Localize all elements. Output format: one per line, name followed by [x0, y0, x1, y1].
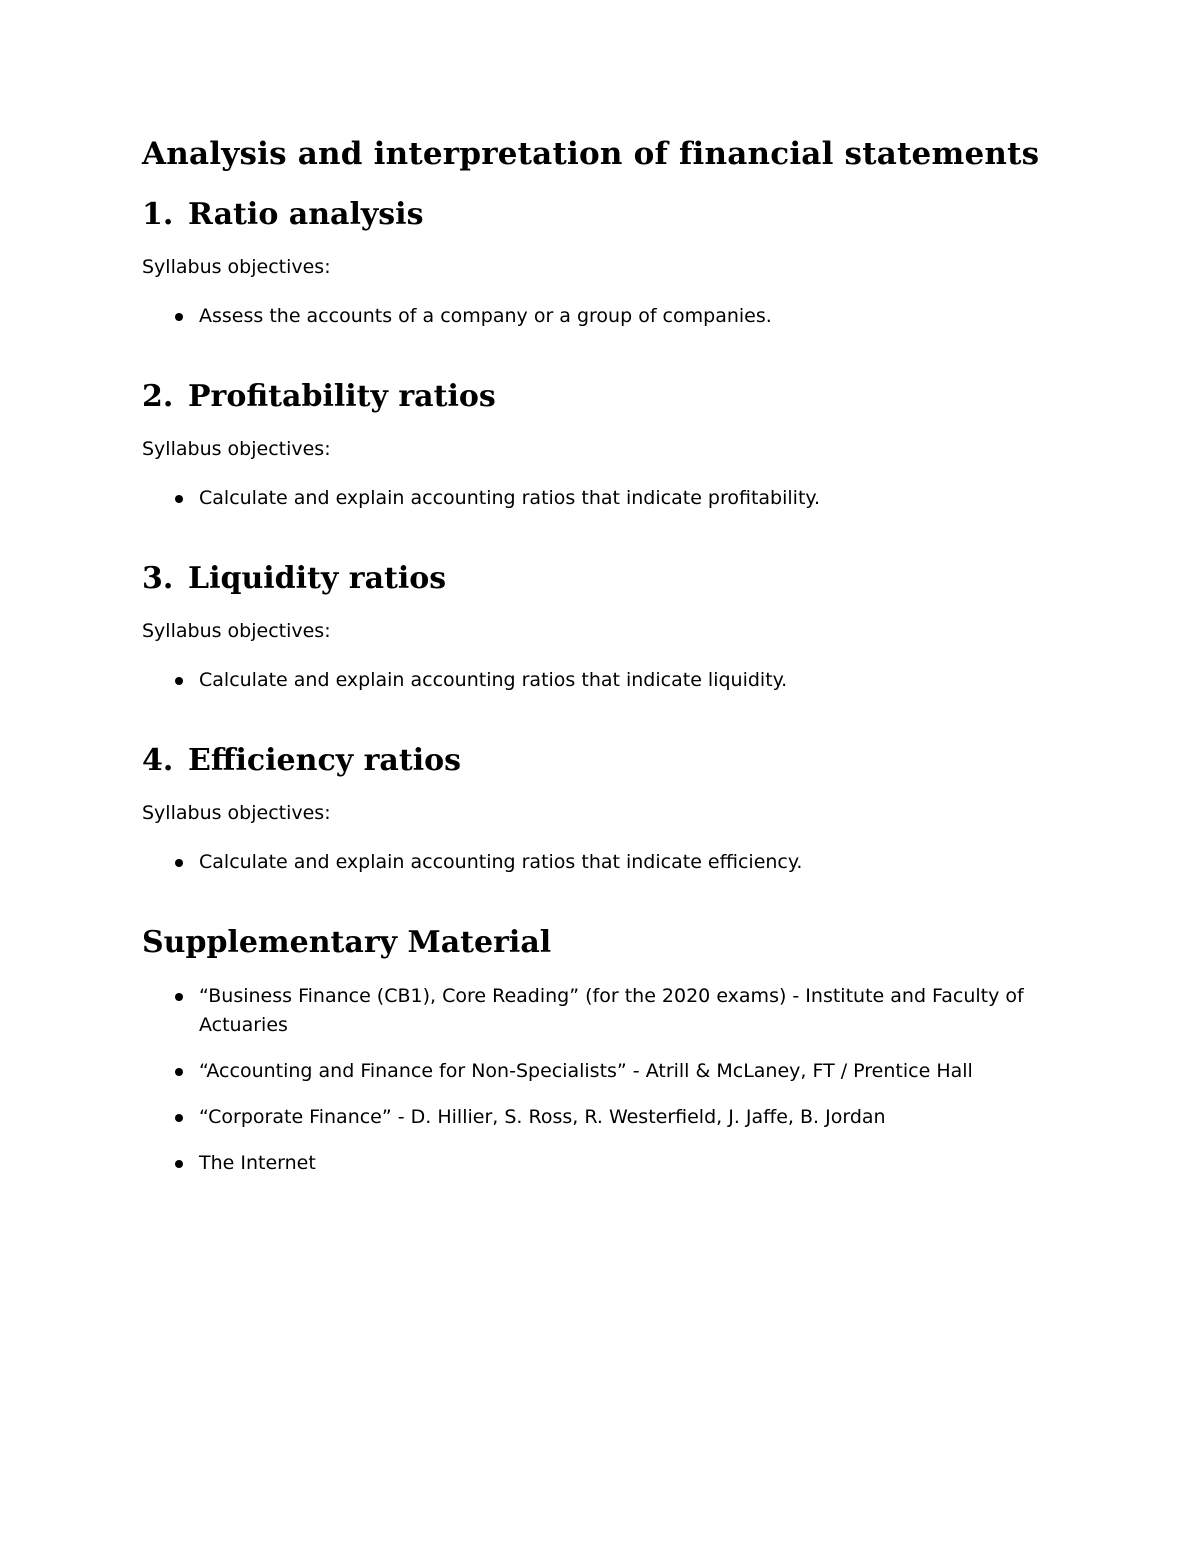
objective-text: Calculate and explain accounting ratios that indicate liquidity.	[199, 669, 788, 691]
reference-text: “Corporate Finance” - D. Hillier, S. Ross, R. Westerfield, J. Jaffe, B. Jordan	[199, 1106, 886, 1128]
objective-item	[142, 302, 1072, 331]
section-heading	[142, 376, 1072, 418]
reference-item	[142, 982, 1072, 1040]
bullet-icon	[175, 1068, 183, 1076]
document-page	[142, 132, 1072, 1195]
bullet-icon	[175, 313, 183, 321]
reference-item	[142, 1103, 1072, 1132]
reference-item	[142, 1149, 1072, 1178]
bullet-icon	[175, 859, 183, 867]
objective-item	[142, 666, 1072, 695]
section-number: 4.	[142, 743, 174, 778]
supplementary-material	[142, 922, 1072, 1178]
section-efficiency-ratios	[142, 740, 1072, 877]
section-heading	[142, 194, 1072, 236]
objectives-list	[142, 484, 1072, 513]
document-title: Analysis and interpretation of financial statements	[142, 136, 1040, 172]
section-title: Liquidity ratios	[188, 561, 447, 596]
bullet-icon	[175, 993, 183, 1001]
objective-text: Calculate and explain accounting ratios that indicate profitability.	[199, 487, 820, 509]
bullet-icon	[175, 495, 183, 503]
objectives-label: Syllabus objectives:	[142, 438, 331, 460]
section-title: Profitability ratios	[188, 379, 496, 414]
section-heading	[142, 558, 1072, 600]
objective-item	[142, 848, 1072, 877]
reference-text: “Business Finance (CB1), Core Reading” (for the 2020 exams) - Institute and Faculty of Actuaries	[199, 985, 1024, 1036]
section-title: Ratio analysis	[188, 197, 424, 232]
objective-text: Assess the accounts of a company or a group of companies.	[199, 305, 772, 327]
reference-text: “Accounting and Finance for Non-Specialists” - Atrill & McLaney, FT / Prentice Hall	[199, 1060, 973, 1082]
objectives-label: Syllabus objectives:	[142, 802, 331, 824]
section-title: Efficiency ratios	[188, 743, 461, 778]
objectives-label: Syllabus objectives:	[142, 256, 331, 278]
section-profitability-ratios	[142, 376, 1072, 513]
supplementary-heading: Supplementary Material	[142, 925, 552, 960]
reference-item	[142, 1057, 1072, 1086]
bullet-icon	[175, 1114, 183, 1122]
objectives-list	[142, 848, 1072, 877]
objectives-list	[142, 666, 1072, 695]
bullet-icon	[175, 677, 183, 685]
objectives-list	[142, 302, 1072, 331]
bullet-icon	[175, 1160, 183, 1168]
reference-text: The Internet	[199, 1152, 316, 1174]
section-ratio-analysis	[142, 194, 1072, 331]
objectives-label: Syllabus objectives:	[142, 620, 331, 642]
section-number: 1.	[142, 197, 174, 232]
section-number: 2.	[142, 379, 174, 414]
supplementary-list	[142, 982, 1072, 1178]
objective-item	[142, 484, 1072, 513]
section-number: 3.	[142, 561, 174, 596]
section-liquidity-ratios	[142, 558, 1072, 695]
section-heading	[142, 740, 1072, 782]
objective-text: Calculate and explain accounting ratios that indicate efficiency.	[199, 851, 803, 873]
